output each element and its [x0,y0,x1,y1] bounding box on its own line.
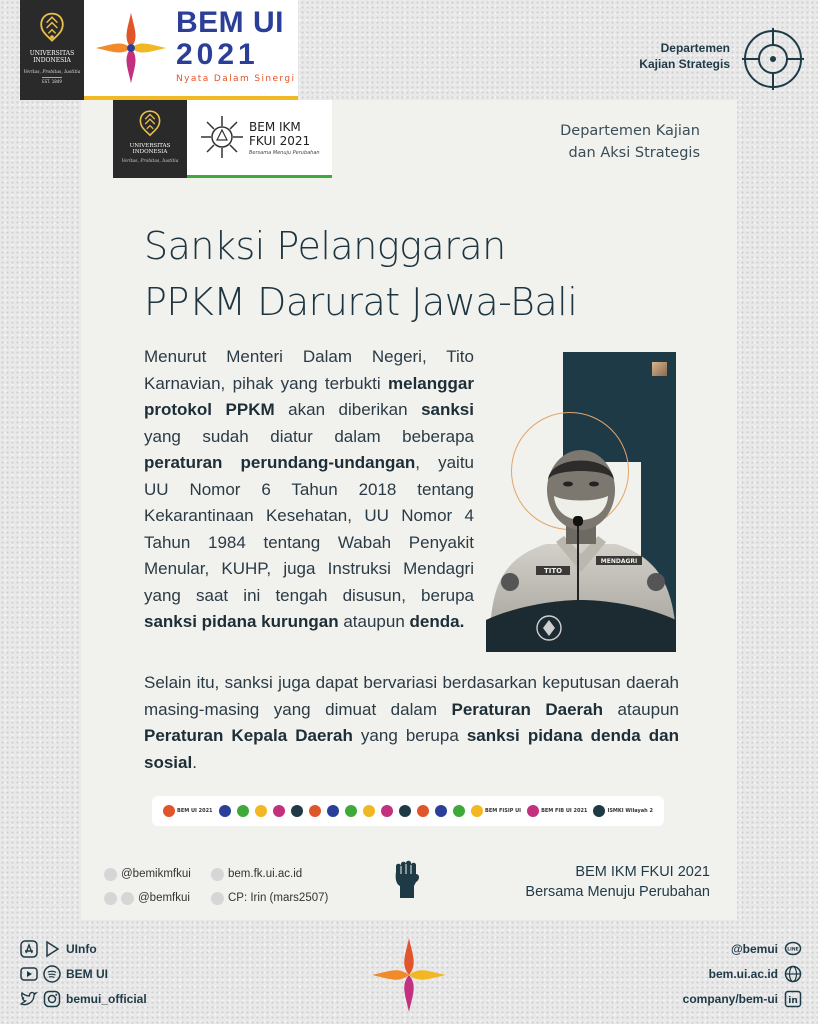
emphasis-text: Peraturan Daerah [451,699,604,719]
body-text: ataupun [603,699,679,719]
sponsor-logo-mark [219,805,231,817]
sponsor-logo [399,805,411,817]
sponsor-logo-mark [435,805,447,817]
bem-ikm-fkui-logo [187,100,332,178]
footer-linkedin[interactable] [683,986,802,1011]
footer-line[interactable] [683,936,802,961]
contact-text: CP: Irin (mars2507) [228,892,329,904]
bem-ikm-emblem-icon [199,114,245,160]
sponsor-logo-mark [399,805,411,817]
sponsor-logo-mark [471,805,483,817]
sponsor-logo [417,805,429,817]
makara-crest-icon [134,108,166,140]
department-line-1: Departemen [660,41,730,55]
sponsor-logo-mark [527,805,539,817]
sponsor-logo-mark [291,805,303,817]
body-text: ataupun [338,612,410,631]
minister-photo [486,432,676,652]
sponsor-logo [593,805,653,817]
footer-bemui-official[interactable] [20,986,147,1011]
ui-logo-small [113,100,187,178]
sponsor-logo-label: BEM UI 2021 [177,808,213,814]
sponsor-logo-mark [593,805,605,817]
bem-tagline: Nyata Dalam Sinergi [176,74,296,84]
sponsor-logo [219,805,231,817]
sponsor-logo [163,805,213,817]
sponsor-logo-label: ISMKI Wilayah 2 [607,808,653,814]
globe-icon [784,965,802,983]
social-left [104,862,191,910]
footer-line-label: @bemui [730,941,778,956]
sponsor-logo-mark [381,805,393,817]
body-text: Menurut Menteri Dalam Negeri, Tito Karnavian, pihak yang terbukti [144,347,474,393]
department-label [639,40,730,72]
sponsor-logo-label: BEM FISIP UI [485,808,522,814]
line-handle: @bemikmfkui [121,868,191,880]
title-line-2: PPKM Darurat Jawa-Bali [144,280,578,324]
sponsor-logo-mark [273,805,285,817]
globe-icon [211,868,224,881]
body-text: yang berupa [352,726,467,745]
card-signature [525,862,710,902]
emphasis-text: sanksi [421,400,474,419]
emphasis-text: Peraturan Kepala Daerah [144,726,353,745]
sponsor-logo-mark [327,805,339,817]
sponsor-logo-mark [237,805,249,817]
youtube-icon [20,965,38,983]
sponsor-logo-mark [345,805,357,817]
bem-ikm-line-1: BEM IKM [249,120,301,134]
sponsor-logo [435,805,447,817]
university-motto: Veritas, Probitas, Iustitia [121,159,179,164]
makara-crest-icon [34,10,70,46]
name-tag: TITO [543,567,563,575]
sponsor-logos-strip [152,796,664,826]
bem-star-icon [92,8,170,88]
spotify-icon [104,892,117,905]
body-text: , yaitu UU Nomor 6 Tahun 2018 tentang Kekarantinaan Kesehatan, UU Nomor 4 Tahun 1984 tentang Wabah Penyakit Menular, KUHP, juga Instruksi Mendagri yang saat ini tengah disusun, berupa [144,453,475,605]
footer-website-label: bem.ui.ac.id [708,966,778,981]
target-icon [742,28,804,90]
footer-uinfo[interactable] [20,936,147,961]
sponsor-logo [237,805,249,817]
sponsor-logo-mark [363,805,375,817]
emphasis-text: melanggar protokol PPKM [144,373,474,419]
footer-left [20,936,147,1011]
sponsor-logo [255,805,267,817]
footer-bemui-label: BEM UI [66,966,108,981]
bem-star-footer-icon [368,934,450,1016]
signature-tagline: Bersama Menuju Perubahan [525,884,710,900]
instagram-icon [121,892,134,905]
sponsor-logo [471,805,521,817]
website-url: bem.fk.ui.ac.id [228,868,303,880]
instagram-handle: @bemfkui [138,892,190,904]
bem-ui-logo [84,0,298,100]
badge-label: MENDAGRI [600,558,638,565]
svg-text:in: in [788,995,798,1006]
emphasis-text: peraturan perundang-undangan [144,453,416,472]
sponsor-logo-mark [163,805,175,817]
page-title [144,218,577,330]
emphasis-text: sanksi pidana kurungan [144,612,339,631]
body-text: Selain itu, sanksi juga dapat bervariasi berdasarkan keputusan daerah masing-masing yang dimuat dalam [144,673,679,719]
website-link[interactable] [211,862,328,886]
body-paragraph-2 [144,670,679,776]
sponsor-logo [381,805,393,817]
card-department-line-1: Departemen Kajian [560,123,700,139]
spotify-icon [43,965,61,983]
sponsor-logo [453,805,465,817]
sponsor-logo-mark [417,805,429,817]
contact-icon [211,892,224,905]
emphasis-text: sanksi pidana denda dan sosial [144,726,680,772]
footer-official-label: bemui_official [66,991,147,1006]
footer-uinfo-label: UInfo [66,941,97,956]
sponsor-logo [291,805,303,817]
twitter-icon [20,990,38,1008]
university-name: UNIVERSITAS INDONESIA [29,50,75,64]
playstore-icon [43,940,61,958]
ui-logo [20,0,84,100]
sponsor-logo [363,805,375,817]
line-account[interactable] [104,862,191,886]
bem-year: 2021 [176,38,259,71]
svg-text:LINE: LINE [787,947,799,952]
emphasis-text: denda. [409,612,465,631]
bem-ikm-name [249,120,310,148]
body-text: . [192,752,197,772]
footer-linkedin-label: company/bem-ui [682,991,778,1006]
photo-accent-square [652,362,667,376]
card-department-line-2: dan Aksi Strategis [568,145,700,161]
footer-website[interactable] [683,961,802,986]
university-est: EST. 1849 [42,79,62,84]
body-text: yang sudah diatur dalam beberapa [144,426,474,446]
sponsor-logo [273,805,285,817]
card-department [560,120,700,164]
department-line-2: Kajian Strategis [639,57,730,71]
sponsor-logo-mark [255,805,267,817]
appstore-icon [20,940,38,958]
contact-person [211,886,328,910]
bem-ikm-line-2: FKUI 2021 [249,134,311,148]
body-paragraph-1 [144,344,474,636]
university-motto: Veritas, Probitas, Iustitia [23,70,81,75]
social-mid [211,862,328,910]
line-icon [104,868,117,881]
bem-ikm-sub: Bersama Menuju Perubahan [249,150,320,156]
footer-bemui-media[interactable] [20,961,147,986]
signature-name: BEM IKM FKUI 2021 [575,864,710,880]
sponsor-logo [527,805,587,817]
bem-title: BEM UI [176,6,284,39]
footer-right [683,936,802,1011]
linkedin-icon [784,990,802,1008]
sponsor-logo [345,805,357,817]
title-line-1: Sanksi Pelanggaran [144,224,506,268]
raised-fist-icon [392,858,424,900]
sponsor-logo [327,805,339,817]
university-name: UNIVERSITAS INDONESIA [129,143,171,155]
sponsor-logo-mark [453,805,465,817]
sponsor-logo-mark [309,805,321,817]
body-text: akan diberikan [274,400,422,419]
sponsor-logo [309,805,321,817]
instagram-account[interactable] [104,886,191,910]
instagram-icon [43,990,61,1008]
sponsor-logo-label: BEM FIB UI 2021 [541,808,588,814]
line-icon [784,940,802,958]
